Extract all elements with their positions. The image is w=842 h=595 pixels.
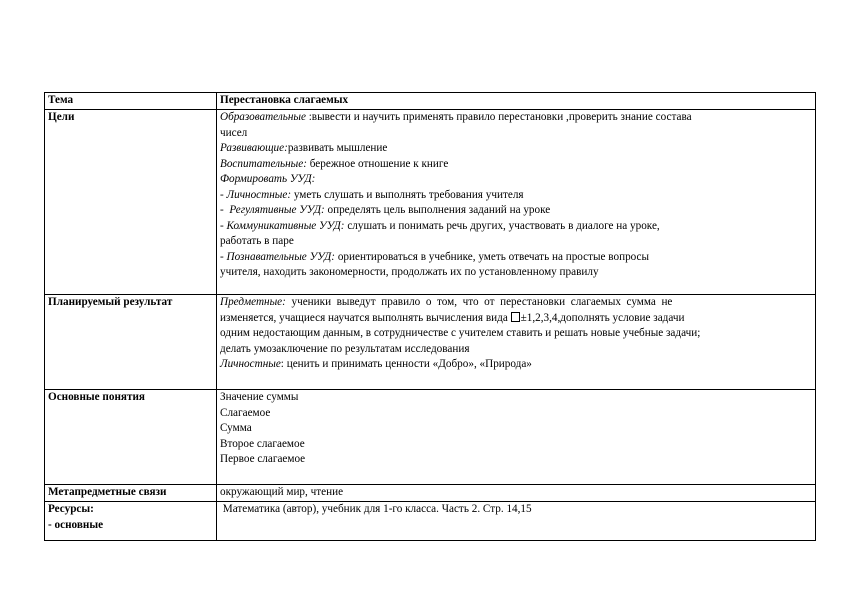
- result-subject: Предметные: ученики выведут правило о том, что от перестановки слагаемых сумма не: [220, 296, 673, 308]
- empty-box-icon: [511, 312, 520, 322]
- list-item: Второе слагаемое: [220, 437, 305, 450]
- topic-value: Перестановка слагаемых: [217, 93, 816, 110]
- goal-educational: Образовательные :вывести и научить применять правило перестановки ,проверить знание состава: [220, 111, 692, 123]
- goals-label: Цели: [45, 110, 217, 295]
- uud-communicative: - Коммуникативные УУД: слушать и понимать речь других, участвовать в диалоге на уроке,: [220, 219, 660, 232]
- resources-value: Математика (автор), учебник для 1-го класса. Часть 2. Стр. 14,15: [217, 502, 816, 541]
- meta-label: Метапредметные связи: [45, 485, 217, 502]
- meta-value: окружающий мир, чтение: [217, 485, 816, 502]
- topic-label: Тема: [45, 93, 217, 110]
- goal-developing: Развивающие:развивать мышление: [220, 142, 388, 154]
- list-item: Сумма: [220, 422, 252, 434]
- list-item: Слагаемое: [220, 406, 271, 419]
- table-row-concepts: [45, 390, 816, 485]
- concepts-label: Основные понятия: [45, 390, 217, 485]
- table-row-topic: [45, 93, 816, 110]
- concepts-content: [217, 390, 816, 485]
- goals-content: Образовательные :вывести и научить применять правило перестановки ,проверить знание состава чисел Развивающие:развивать мышление Воспитательные: бережное отношение к книге Формировать УУД: - Личностные: уметь слушать и выполнять требования учителя - Регулятивные УУД: определять цель выполнения заданий на уроке - Коммуникативные УУД: слушать и понимать речь других, участвовать в диалоге на уроке, работать в паре - Познавательные УУД: ориентироваться в учебнике, уметь отвечать на простые вопросы учителя, находить закономерности, продолжать их по установленному правилу: [217, 110, 816, 295]
- goal-upbringing: Воспитательные: бережное отношение к книге: [220, 157, 449, 170]
- uud-personal: - Личностные: уметь слушать и выполнять требования учителя: [220, 188, 524, 201]
- uud-regulative: - Регулятивные УУД: определять цель выполнения заданий на уроке: [220, 204, 551, 216]
- result-personal: Личностные: ценить и принимать ценности «Добро», «Природа»: [220, 358, 532, 370]
- table-row-resources: [45, 502, 816, 541]
- result-label: Планируемый результат: [45, 295, 217, 390]
- list-item: Первое слагаемое: [220, 453, 306, 465]
- uud-header: Формировать УУД:: [220, 173, 316, 185]
- lesson-plan-table: [44, 92, 816, 541]
- table-row-goals: [45, 110, 816, 295]
- result-content: Предметные: ученики выведут правило о том, что от перестановки слагаемых сумма не изменяется, учащиеся научатся выполнять вычисления вида ±1,2,3,4,дополнять условие задачи одним недостающим данным, в сотрудничестве с учителем ставить и решать новые учебные задачи; делать умозаключение по результатам исследования Личностные: ценить и принимать ценности «Добро», «Природа»: [217, 295, 816, 390]
- resources-label: Ресурсы: - основные: [45, 502, 217, 541]
- list-item: Значение суммы: [220, 391, 299, 403]
- table-row-result: [45, 295, 816, 390]
- uud-cognitive: - Познавательные УУД: ориентироваться в учебнике, уметь отвечать на простые вопросы: [220, 250, 650, 263]
- table-row-meta: [45, 485, 816, 502]
